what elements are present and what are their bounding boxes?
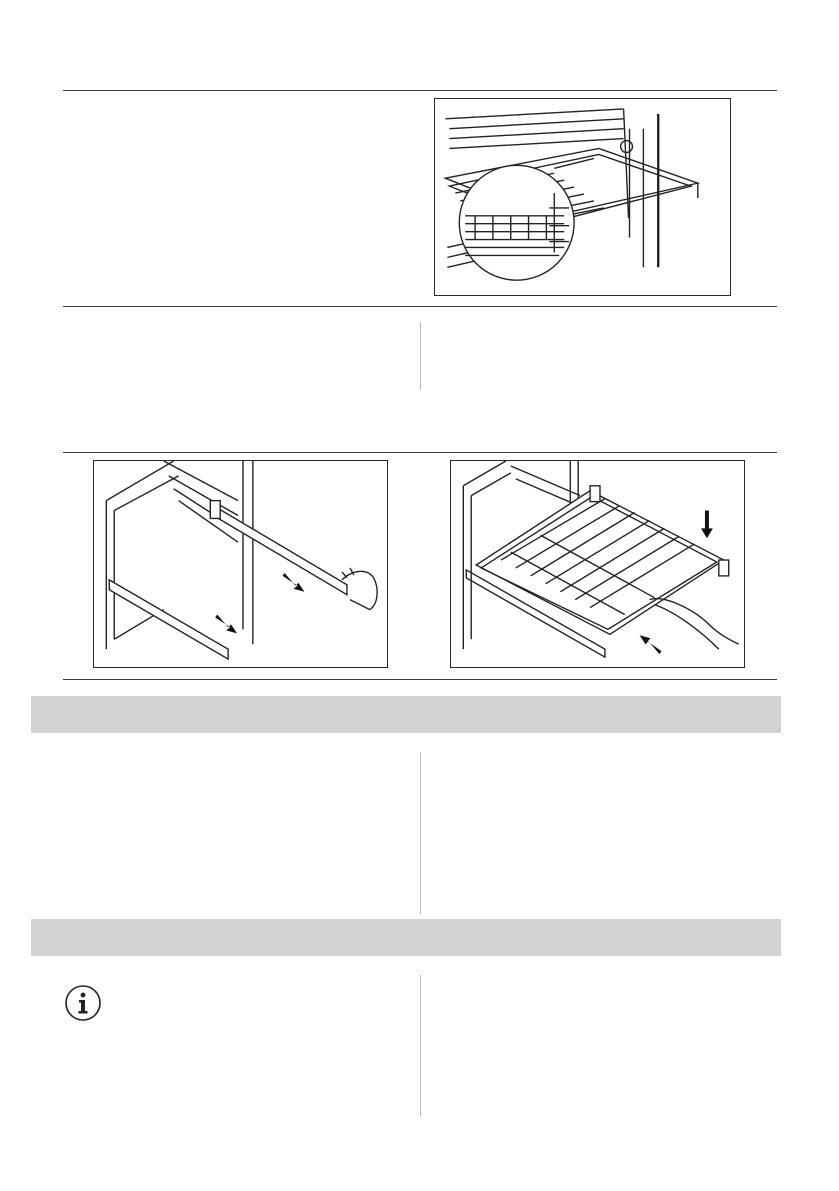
info-icon: [64, 984, 102, 1022]
wire-shelf-on-rails-figure: [450, 460, 745, 668]
top-rule: [63, 90, 777, 91]
column-divider-3: [420, 975, 421, 1116]
rule-4: [63, 679, 777, 680]
section-heading-bar-1: [31, 696, 781, 733]
rule-2: [63, 306, 777, 307]
pull-out-rails-figure: [93, 460, 388, 668]
pull-out-rails-illustration: [94, 461, 387, 667]
shelf-guide-illustration: [435, 99, 730, 295]
wire-shelf-illustration: [451, 461, 744, 667]
section-heading-bar-2: [31, 919, 781, 956]
rule-3: [63, 452, 777, 453]
shelf-guide-detail-figure: [434, 98, 731, 296]
column-divider-2: [420, 752, 421, 914]
column-divider-1: [420, 322, 421, 390]
